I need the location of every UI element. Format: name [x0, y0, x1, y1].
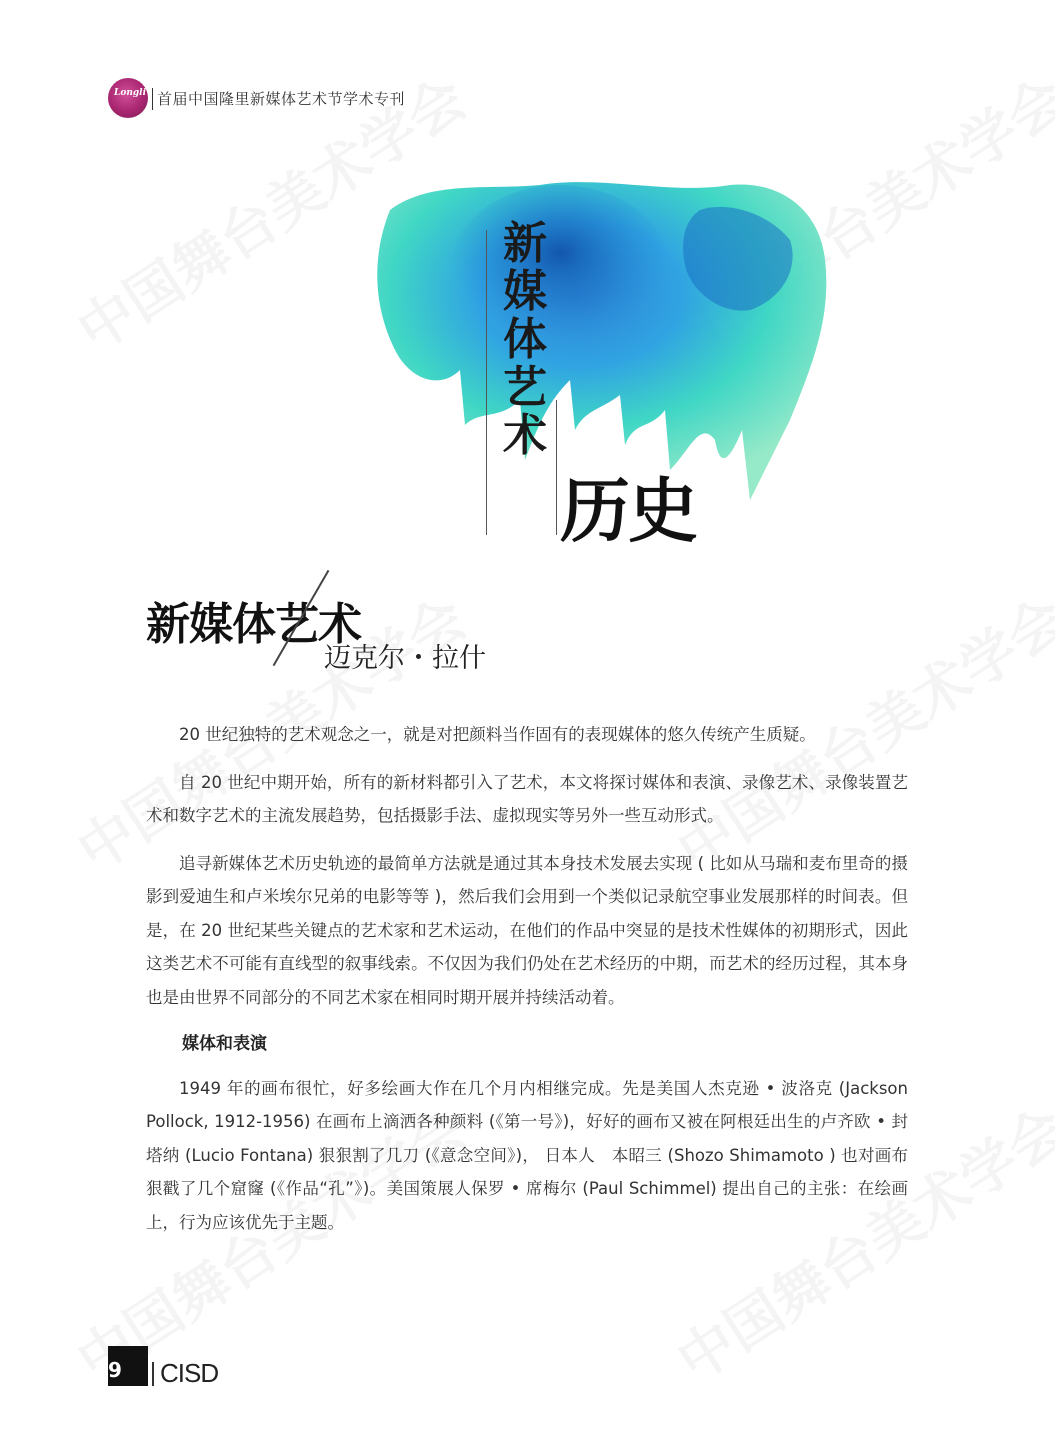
header-divider [152, 88, 153, 110]
section-heading: 媒体和表演 [182, 1034, 267, 1054]
hero-illustration [370, 170, 840, 550]
hero-vertical-title: 新媒体艺术 [503, 218, 547, 461]
footer-brand: CISD [160, 1358, 219, 1388]
page-number: 9 [108, 1358, 122, 1382]
journal-logo [108, 78, 148, 118]
hero-divider [486, 230, 487, 535]
body-paragraph: 20 世纪独特的艺术观念之一，就是对把颜料当作固有的表现媒体的悠久传统产生质疑。 [179, 725, 816, 744]
body-paragraph: 1949 年的画布很忙，好多绘画大作在几个月内相继完成。先是美国人杰克逊 • 波洛克 (Jackson Pollock, 1912-1956) 在画布上滴洒各种颜料 (《第一号》)，好好的画布又被在阿根廷出生的卢齐欧 • 封塔纳 (Lucio Fontana) 狠狠割了几刀 (《意念空间》)， 日本人 本昭三 (Shozo Shimamoto ) 也对画布狠戳了几个窟窿 (《作品“孔”》)。美国策展人保罗 • 席梅尔 (Paul Schimmel) 提出自己的主张：在绘画上，行为应该优先于主题。 [146, 1078, 908, 1232]
article-title: 新媒体艺术 [146, 599, 361, 650]
header-title: 首届中国隆里新媒体艺术节学术专刊 [157, 90, 406, 108]
article-author: 迈克尔・拉什 [324, 643, 486, 674]
body-paragraph: 追寻新媒体艺术历史轨迹的最简单方法就是通过其本身技术发展去实现 ( 比如从马瑞和麦布里奇的摄影到爱迪生和卢米埃尔兄弟的电影等等 )，然后我们会用到一个类似记录航空事业发展那样的时间表。但是，在 20 世纪某些关键点的艺术家和艺术运动，在他们的作品中突显的是技术性媒体的初期形式，因此这类艺术不可能有直线型的叙事线索。不仅因为我们仍处在艺术经历的中期，而艺术的经历过程，其本身也是由世界不同部分的不同艺术家在相同时期开展并持续活动着。 [146, 853, 908, 1007]
body-paragraph: 自 20 世纪中期开始，所有的新材料都引入了艺术，本文将探讨媒体和表演、录像艺术、录像装置艺术和数字艺术的主流发展趋势，包括摄影手法、虚拟现实等另外一些互动形式。 [146, 772, 908, 825]
hero-divider [556, 400, 557, 535]
hero-big-title: 历史 [560, 469, 696, 552]
logo-text: Longli [114, 88, 147, 98]
article-body [146, 718, 908, 1253]
footer-divider [152, 1362, 154, 1386]
